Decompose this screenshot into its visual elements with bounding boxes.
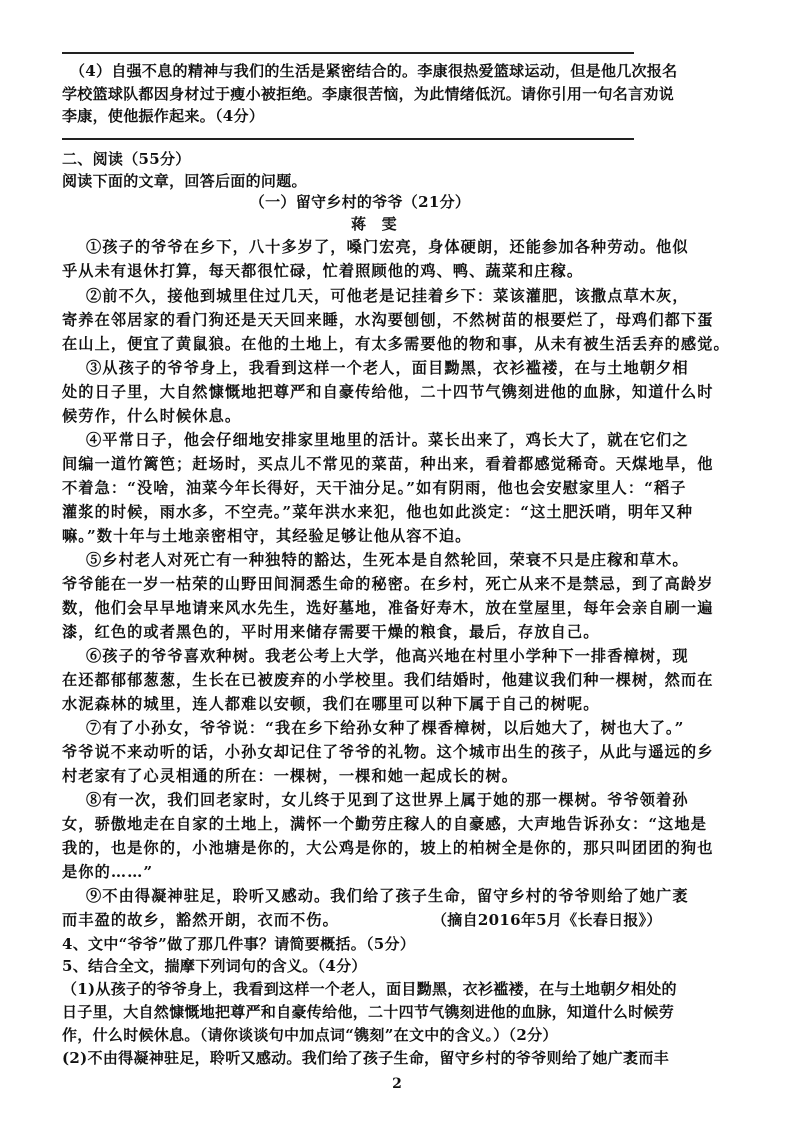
article-line: ①孩子的爷爷在乡下，八十多岁了，嗓门宏亮，身体硬朗，还能参加各种劳动。他似 xyxy=(86,238,689,256)
question-5-1-line: 作，什么时候休息。（请你谈谈句中加点词“镌刻”在文中的含义。）（2分） xyxy=(62,1026,558,1044)
article-line: 爷爷能在一岁一枯荣的山野田间洞悉生命的秘密。在乡村，死亡从来不是禁忌，到了高龄岁 xyxy=(62,575,714,593)
article-line: ②前不久，接他到城里住过几天，可他老是记挂着乡下：菜该灌肥，该撒点草木灰， xyxy=(86,287,689,305)
question4-line-3: 李康，使他振作起来。（4分） xyxy=(62,107,265,125)
article-line: ⑨不由得凝神驻足，聆听又感动。我们给了孩子生命，留守乡村的爷爷则给了她广袤 xyxy=(86,887,689,905)
section-heading: 二、阅读（55分） xyxy=(62,150,191,168)
question-5: 5、结合全文，揣摩下列词句的含义。（4分） xyxy=(62,957,367,975)
answer-rule xyxy=(62,138,634,140)
top-rule xyxy=(62,52,634,54)
article-line: 处的日子里，大自然慷慨地把尊严和自豪传给他，二十四节气镌刻进他的血脉，知道什么时 xyxy=(62,383,714,401)
article-line: 在还都郁郁葱葱，生长在已被废弃的小学校里。我们结婚时，他建议我们种一棵树，然而在 xyxy=(62,671,714,689)
article-line: ⑤乡村老人对死亡有一种独特的豁达，生死本是自然轮回，荣衰不只是庄稼和草木。 xyxy=(86,551,689,569)
question-5-1-line: （1)从孩子的爷爷身上，我看到这样一个老人，面目黝黑，衣衫褴褛，在与土地朝夕相处的 xyxy=(62,980,677,998)
article-line: 乎从未有退休打算，每天都很忙碌，忙着照顾他的鸡、鸭、蔬菜和庄稼。 xyxy=(62,262,584,280)
article-line: ⑦有了小孙女，爷爷说：“我在乡下给孙女种了棵香樟树，以后她大了，树也大了。” xyxy=(86,719,685,737)
article-line: 嘛。”数十年与土地亲密相守，其经验足够让他从容不迫。 xyxy=(62,527,472,545)
article-line: 候劳作，什么时候休息。 xyxy=(62,407,242,425)
question4-line-2: 学校篮球队都因身材过于瘦小被拒绝。李康很苦恼，为此情绪低沉。请你引用一句名言劝说 xyxy=(62,85,675,103)
article-line: 水泥森林的城里，连人都难以安顿，我们在哪里可以种下属于自己的树呢。 xyxy=(62,695,600,713)
article-line: 女，骄傲地走在自家的土地上，满怀一个勤劳庄稼人的自豪感，大声地告诉孙女：“这地是 xyxy=(62,815,708,833)
article-line: 是你的……” xyxy=(62,863,154,881)
section-instruction: 阅读下面的文章，回答后面的问题。 xyxy=(62,172,307,190)
question-5-1-line: 日子里，大自然慷慨地把尊严和自豪传给他，二十四节气镌刻进他的血脉，知道什么时候劳 xyxy=(62,1003,675,1021)
article-line: 而丰盈的故乡，豁然开朗，衣而不伤。 xyxy=(62,911,339,929)
article-line: 间编一道竹篱笆；赶场时，买点儿不常见的菜苗，种出来，看着都感觉稀奇。天煤地旱，他 xyxy=(62,455,714,473)
article-line: ⑧有一次，我们回老家时，女儿终于见到了这世界上属于她的那一棵树。爷爷领着孙 xyxy=(86,791,689,809)
question-5-2: (2)不由得凝神驻足，聆听又感动。我们给了孩子生命，留守乡村的爷爷则给了她广袤而丰 xyxy=(62,1049,669,1067)
article-line: 漆，红色的或者黑色的，平时用来储存需要干燥的粮食，最后，存放自己。 xyxy=(62,623,600,641)
article-line: 在山上，便宜了黄鼠狼。在他的土地上，有太多需要他的物和事，从未有被生活丢弃的感觉。 xyxy=(62,335,730,353)
article-line: ③从孩子的爷爷身上，我看到这样一个老人，面目黝黑，衣衫褴褛，在与土地朝夕相 xyxy=(86,359,689,377)
article-line: 我的，也是你的，小池塘是你的，大公鸡是你的，坡上的柏树全是你的，那只叫团团的狗也 xyxy=(62,839,714,857)
article-line: ④平常日子，他会仔细地安排家里地里的活计。菜长出来了，鸡长大了，就在它们之 xyxy=(86,431,689,449)
question-4: 4、文中“爷爷”做了那几件事？请简要概括。（5分） xyxy=(62,935,416,953)
article-line: 不着急：“没啥，油菜今年长得好，天干油分足。”如有阴雨，他也会安慰家里人：“稻子 xyxy=(62,479,687,497)
question4-line-1: （4）自强不息的精神与我们的生活是紧密结合的。李康很热爱篮球运动，但是他几次报名 xyxy=(70,62,678,80)
page-number: 2 xyxy=(392,1076,402,1092)
article-source: （摘自2016年5月《长春日报》） xyxy=(432,911,662,929)
article-title: （一）留守乡村的爷爷（21分） xyxy=(249,193,471,211)
article-line: 寄养在邻居家的看门狗还是天天回来睡，水沟要刨刨，不然树苗的根要烂了，母鸡们都下蛋 xyxy=(62,311,714,329)
article-line: 爷爷说不来动听的话，小孙女却记住了爷爷的礼物。这个城市出生的孩子，从此与遥远的乡 xyxy=(62,743,714,761)
article-line: ⑥孩子的爷爷喜欢种树。我老公考上大学，他高兴地在村里小学种下一排香樟树，现 xyxy=(86,647,689,665)
article-line: 灌浆的时候，雨水多，不空壳。”菜年洪水来犯，他也如此淡定：“这土肥沃哨，明年又种 xyxy=(62,503,693,521)
article-author: 蒋 雯 xyxy=(351,215,397,233)
article-line: 数，他们会早早地请来风水先生，选好墓地，准备好寿木，放在堂屋里，每年会亲自刷一遍 xyxy=(62,599,714,617)
article-line: 村老家有了心灵相通的所在：一棵树，一棵和她一起成长的树。 xyxy=(62,767,519,785)
